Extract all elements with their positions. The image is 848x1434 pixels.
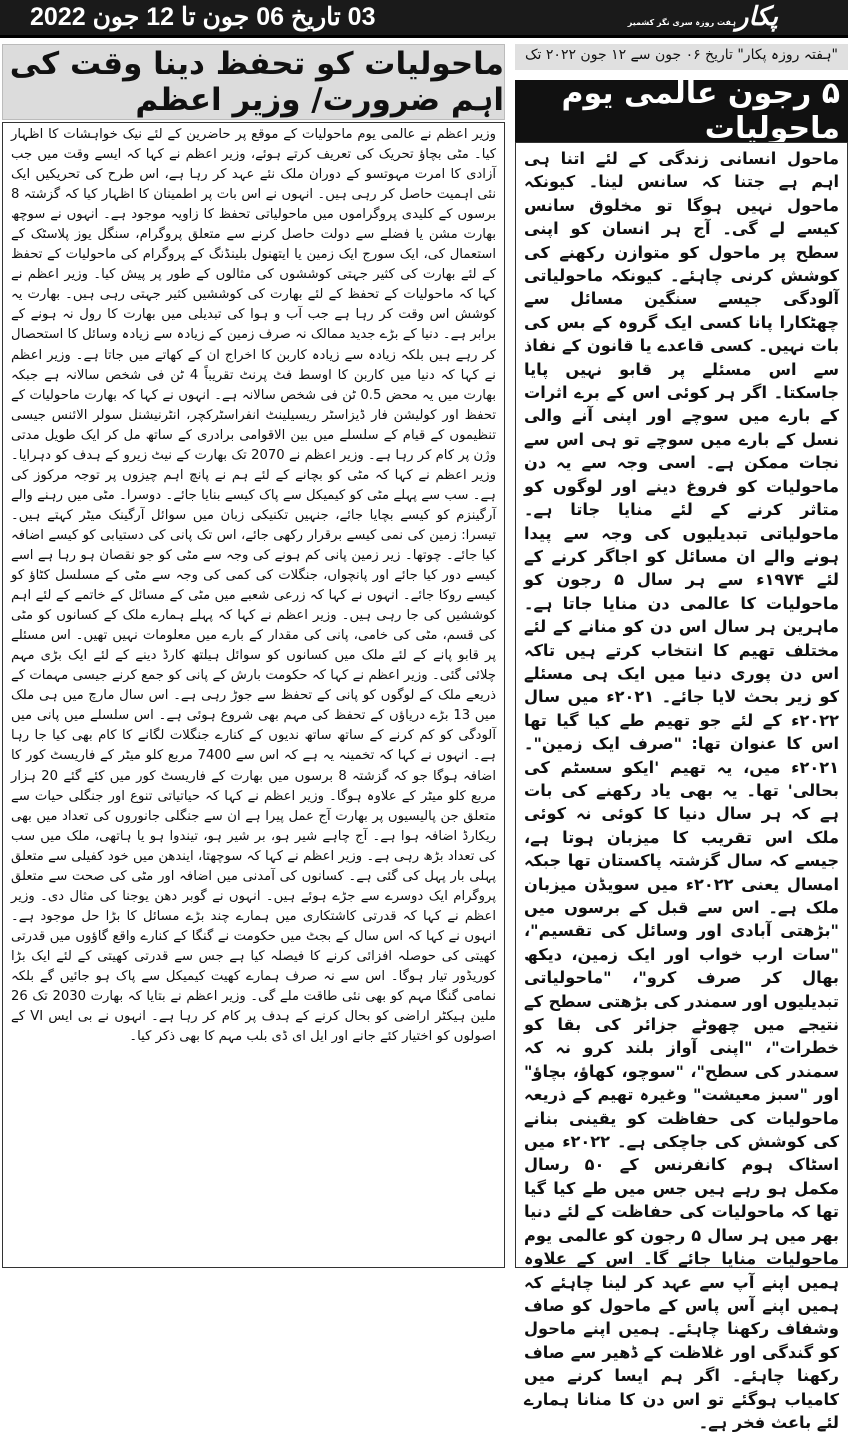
right-subtitle: "ہفتہ روزہ پکار" تاریخ ۰۶ جون سے ۱۲ جون ۲۰۲۲ تک (515, 44, 848, 70)
newspaper-logo: پکارہفت روزہ سری نگر کشمیر (627, 2, 778, 32)
issue-date: 03 تاریخ 06 جون تا 12 جون 2022 (30, 3, 376, 31)
right-headline: ۵ رجون عالمی یوم ماحولیات (515, 80, 848, 142)
left-headline: ماحولیات کو تحفظ دینا وقت کی اہم ضرورت/ وزیر اعظم (9, 46, 504, 118)
logo-tagline: ہفت روزہ سری نگر کشمیر (627, 18, 736, 27)
left-article-body: وزیر اعظم نے عالمی یوم ماحولیات کے موقع پر حاضرین کے لئے نیک خواہشات کا اظہار کیا۔ مٹی بچاؤ تحریک کی تعریف کرتے ہوئے، وزیر اعظم نے کہا کہ ایسے وقت میں جب آزادی کا امرت مہوتسو کے دوران ملک نئے عہد کر رہا ہے، اس طرح کی تحریکیں ایک نئی اہمیت حاصل کر رہی ہیں۔ انہوں نے اس بات پر اطمینان کا اظہار کیا کہ گزشتہ 8 برسوں کے کلیدی پروگراموں میں ماحولیاتی تحفظ کا زاویہ موجود ہے۔ انہوں نے سوچھ بھارت مشن یا فضلے سے دولت حاصل کرنے سے متعلق پروگرام، سنگل یوز پلاسٹک کے استعمال کی، ایک سورج ایک زمین یا ایتھنول بلینڈنگ کے پروگرام کی ماحولیات کے تحفظ کے لئے بھارت کی کثیر جہتی کوششوں کی مثالوں کے طور پر پیش کیا۔ وزیر اعظم نے کہا کہ ماحولیات کے تحفظ کے لئے بھارت کی کوششیں کثیر جہتی رہی ہیں۔ بھارت یہ کوشش اس وقت کر رہا ہے جب آب و ہوا کی تبدیلی میں بھارت کا رول نہ ہونے کے برابر ہے۔ دنیا کے بڑے جدید ممالک نہ صرف زمین کے زیادہ سے زیادہ وسائل کا استحصال کر رہے ہیں بلکہ زیادہ سے زیادہ کاربن کا اخراج ان کے کھاتے میں جاتا ہے۔ وزیر اعظم نے کہا کہ دنیا میں کاربن کا اوسط فٹ پرنٹ تقریباً 4 ٹن فی شخص سالانہ ہے جبکہ بھارت میں یہ محض 0.5 ٹن فی شخص سالانہ ہے۔ انہوں نے کہا کہ بھارت ماحولیات کے تحفظ اور کولیشن فار ڈیزاسٹر ریسیلینٹ انفراسٹرکچر، انٹرنیشنل سولر الائنس جیسی تنظیموں کے قیام کے سلسلے میں بین الاقوامی برادری کے ساتھ مل کر ایک طویل مدتی وژن پر کام کر رہا ہے۔ وزیر اعظم نے 2070 تک بھارت کے نیٹ زیرو کے ہدف کو دہرایا۔ وزیر اعظم نے کہا کہ مٹی کو بچانے کے لئے ہم نے پانچ اہم چیزوں پر توجہ مرکوز کی ہے۔ سب سے پہلے مٹی کو کیمیکل سے پاک کیسے بنایا جائے۔ دوسرا۔ مٹی میں رہنے والے آرگینزم کو کیسے بچایا جائے، جنہیں تکنیکی زبان میں سوائل آرگینک میٹر کہتے ہیں۔ تیسرا: زمین کی نمی کیسے برقرار رکھی جائے، اس تک پانی کی دستیابی کو کیسے اضافہ کیا جائے۔ چوتھا۔ زیر زمین پانی کم ہونے کی وجہ سے مٹی کو جو نقصان ہو رہا ہے اسے کیسے دور کیا جائے اور پانچواں، جنگلات کی کمی کی وجہ سے مٹی کے مسلسل کٹاؤ کو کیسے روکا جائے۔ انہوں نے کہا کہ زرعی شعبے میں مٹی کے مسائل کے خاتمے کے لئے اہم کوششیں کی جا رہی ہیں۔ وزیر اعظم نے کہا کہ پہلے ہمارے ملک کے کسانوں کو مٹی کی قسم، مٹی کی خامی، پانی کی مقدار کے بارے میں معلومات نہیں تھیں۔ اس مسئلے پر قابو پانے کے لئے ملک میں کسانوں کو سوائل ہیلتھ کارڈ دینے کے لئے ایک بڑی مہم چلائی گئی۔ وزیر اعظم نے کہا کہ حکومت بارش کے پانی کو جمع کرنے جیسی مہمات کے ذریعے ملک کے لوگوں کو پانی کے تحفظ سے جوڑ رہی ہے۔ اس سال مارچ میں ہی ملک میں 13 بڑے دریاؤں کے تحفظ کی مہم بھی شروع ہوئی ہے۔ اس سلسلے میں پانی میں آلودگی کو کم کرنے کے ساتھ ساتھ ندیوں کے کنارے جنگلات لگانے کا کام بھی کیا جا رہا ہے۔ انہوں نے کہا کہ تخمینہ یہ ہے کہ اس سے 7400 مربع کلو میٹر کے فاریسٹ کور کا اضافہ ہوگا جو کہ گزشتہ 8 برسوں میں بھارت کے فاریسٹ کور میں کئے گئے 20 ہزار مربع کلو میٹر کے علاوہ ہوگا۔ وزیر اعظم نے کہا کہ حیاتیاتی تنوع اور جنگلی حیات سے متعلق جن پالیسیوں پر بھارت آج عمل پیرا ہے ان سے جنگلی جانوروں کی تعداد میں بھی ریکارڈ اضافہ ہوا ہے۔ آج چاہے شیر ہو، بر شیر ہو، تیندوا ہو یا ہاتھی، ملک میں سب کی تعداد بڑھ رہی ہے۔ وزیر اعظم نے کہا کہ سوچھتا، ایندھن میں خود کفیلی سے متعلق پہلی بار پہل کی گئی ہے۔ کسانوں کی آمدنی میں اضافہ اور مٹی کی صحت سے متعلق پروگرام ایک دوسرے سے جڑے ہوئے ہیں۔ انہوں نے گوبر دھن یوجنا کی مثال دی۔ وزیر اعظم نے کہا کہ قدرتی کاشتکاری میں ہمارے چند بڑے مسائل کا بڑا حل موجود ہے۔ انہوں نے کہا کہ اس سال کے بجٹ میں حکومت نے گنگا کے کنارے واقع گاؤوں میں قدرتی کھیتی کی حوصلہ افزائی کرنے کا فیصلہ کیا ہے جس سے قدرتی کھیتی کے لئے ایک بڑا کوریڈور تیار ہوگا۔ اس سے نہ صرف ہمارے کھیت کیمیکل سے پاک ہو جائیں گے بلکہ نمامی گنگا مہم کو بھی نئی طاقت ملے گی۔ وزیر اعظم نے بتایا کہ بھارت 2030 تک 26 ملین ہیکٹر اراضی کو بحال کرنے کے ہدف پر کام کر رہا ہے۔ انہوں نے بی ایس VI کے اصولوں کو اختیار کئے جانے اور ایل ای ڈی بلب مہم کا بھی ذکر کیا۔ (2, 122, 505, 1268)
left-headline-box (2, 44, 505, 120)
right-article-body: ماحول انسانی زندگی کے لئے اتنا ہی اہم ہے جتنا کہ سانس لینا۔ کیونکہ ماحول نہیں ہوگا تو مخلوق سانس کیسے لے گی۔ آج ہر انسان کو اپنی سطح پر ماحول کو متوازن رکھنے کی کوشش کرنی چاہئے۔ کیونکہ ماحولیاتی آلودگی جیسے سنگین مسائل سے چھٹکارا پانا کسی ایک گروہ کے بس کی بات نہیں۔ کسی قاعدے یا قانون کے نفاذ سے اس مسئلے پر قابو نہیں پایا جاسکتا۔ اگر ہر کوئی اس کے برے اثرات کے بارے میں سوچے اور اپنی آنے والی نسل کے بارے میں سوچے تو ہی اس سے نجات ممکن ہے۔ اسی وجہ سے یہ دن ماحولیات کو فروغ دینے اور لوگوں کو متاثر کرنے کے لئے منایا جاتا ہے۔ ماحولیاتی تبدیلیوں کی وجہ سے پیدا ہونے والے ان مسائل کو اجاگر کرنے کے لئے ۱۹۷۴ء سے ہر سال ۵ رجون کو ماحولیات کا عالمی دن منایا جاتا ہے۔ ماہرین ہر سال اس دن کو منانے کے لئے مختلف تھیم کا انتخاب کرتے ہیں تاکہ اس دن پوری دنیا میں ایک ہی مسئلے کو زیر بحث لایا جائے۔ ۲۰۲۱ء میں سال ۲۰۲۲ء کے لئے جو تھیم طے کیا گیا تھا اس کا عنوان تھا: "صرف ایک زمین"۔ ۲۰۲۱ء میں، یہ تھیم 'ایکو سسٹم کی بحالی' تھا۔ یہ بھی یاد رکھنے کی بات ہے کہ ہر سال دنیا کا کوئی نہ کوئی ملک اس تقریب کا میزبان ہوتا ہے، جیسے کہ سال گزشتہ پاکستان تھا جبکہ امسال یعنی ۲۰۲۲ء میں سویڈن میزبان ملک ہے۔ اس سے قبل کے برسوں میں "بڑھتی آبادی اور وسائل کی تقسیم"، "سات ارب خواب اور ایک زمین، دیکھ بھال کر صرف کرو"، "ماحولیاتی تبدیلیوں اور سمندر کی بڑھتی سطح کے نتیجے میں چھوٹے جزائر کی بقا کو خطرات"، "اپنی آواز بلند کرو نہ کہ سمندر کی سطح"، "سوچو، کھاؤ، بچاؤ" اور "سبز معیشت" وغیرہ تھیم کے ذریعہ ماحولیات کی حفاظت کو یقینی بنانے کی کوشش کی جاچکی ہے۔ ۲۰۲۲ء میں اسٹاک ہوم کانفرنس کے ۵۰ رسال مکمل ہو رہے ہیں جس میں طے کیا گیا تھا کہ ماحولیات کی حفاظت کے لئے دنیا بھر میں ہر سال ۵ رجون کو عالمی یوم ماحولیات منایا جائے گا۔ اس کے علاوہ ہمیں اپنے آپ سے عہد کر لینا چاہئے کہ ہمیں اپنے آس پاس کے ماحول کو صاف وشفاف رکھنا چاہئے۔ ہمیں اپنے ماحول کو گندگی اور غلاظت کے ڈھیر سے صاف رکھنا چاہئے۔ اگر ہم ایسا کرنے میں کامیاب ہوگئے تو اس دن کا منانا ہمارے لئے باعث فخر ہے۔ (515, 142, 848, 1268)
masthead-bar (0, 0, 848, 38)
